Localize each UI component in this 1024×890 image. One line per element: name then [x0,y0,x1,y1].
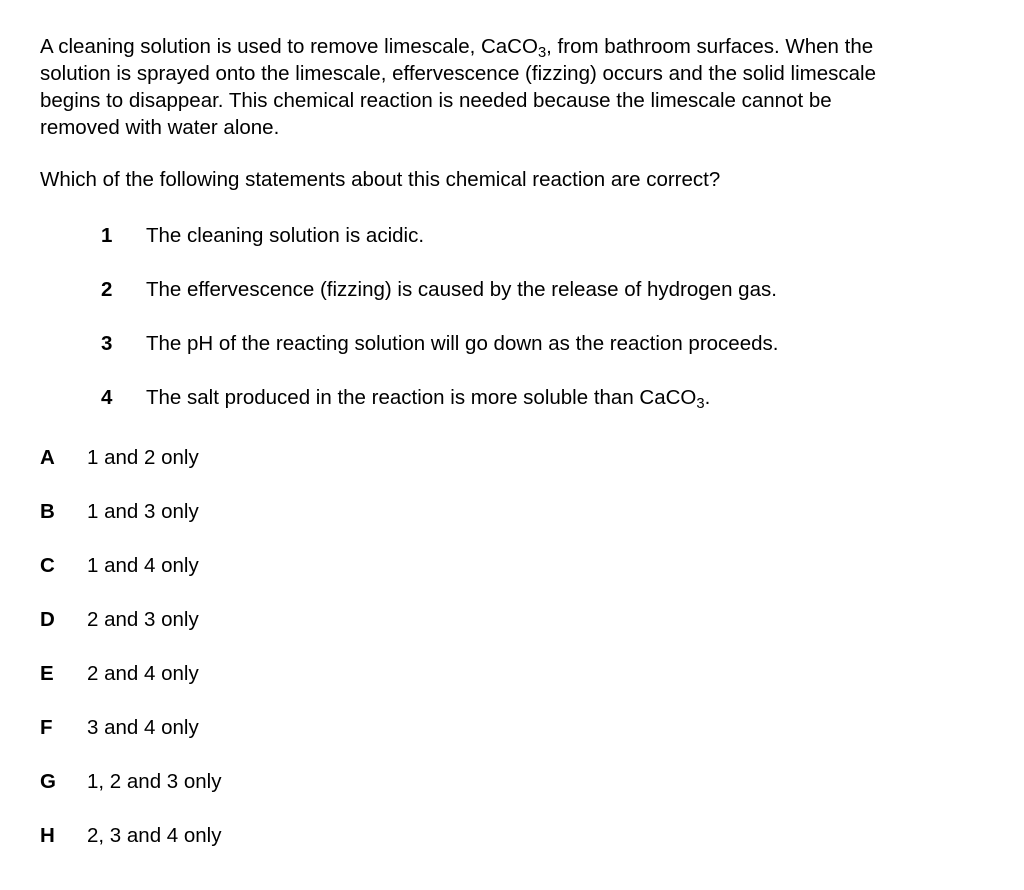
question-prompt: Which of the following statements about this chemical reaction are correct? [40,168,721,191]
option-letter: G [40,770,56,793]
statement-number: 3 [101,332,113,355]
option-letter: E [40,662,54,685]
statement-text: The cleaning solution is acidic. [146,224,425,247]
option-text: 2 and 3 only [87,608,199,631]
option-text: 1 and 3 only [87,500,199,523]
statement-number: 4 [101,386,113,409]
stem-line-1 [40,33,1000,60]
stem-line-1-end: , from bathroom surfaces. When the [546,35,874,58]
statement-4-text-main: The salt produced in the reaction is more soluble than CaCO [146,386,697,409]
stem-line-1-start: A cleaning solution is used to remove limescale, CaCO [40,35,538,58]
option-text: 2, 3 and 4 only [87,824,222,847]
statement-text [146,384,710,411]
option-text: 1 and 2 only [87,446,199,469]
statement-number: 1 [101,224,113,247]
statement-text: The pH of the reacting solution will go down as the reaction proceeds. [146,332,779,355]
option-letter: C [40,554,55,577]
stem-line-2: solution is sprayed onto the limescale, effervescence (fizzing) occurs and the solid limescale [40,62,876,85]
option-letter: B [40,500,55,523]
formula-subscript: 3 [537,45,547,62]
option-text: 3 and 4 only [87,716,199,739]
formula-subscript: 3 [696,396,705,413]
question-stem [40,33,1000,141]
statement-4-text-tail: . [704,386,711,409]
option-letter: A [40,446,55,469]
option-text: 2 and 4 only [87,662,199,685]
option-letter: F [40,716,53,739]
option-letter: D [40,608,55,631]
option-text: 1, 2 and 3 only [87,770,222,793]
stem-line-4: removed with water alone. [40,116,280,139]
stem-line-3: begins to disappear. This chemical reaction is needed because the limescale cannot be [40,89,832,112]
option-text: 1 and 4 only [87,554,199,577]
statement-number: 2 [101,278,113,301]
statement-text: The effervescence (fizzing) is caused by the release of hydrogen gas. [146,278,777,301]
option-letter: H [40,824,55,847]
